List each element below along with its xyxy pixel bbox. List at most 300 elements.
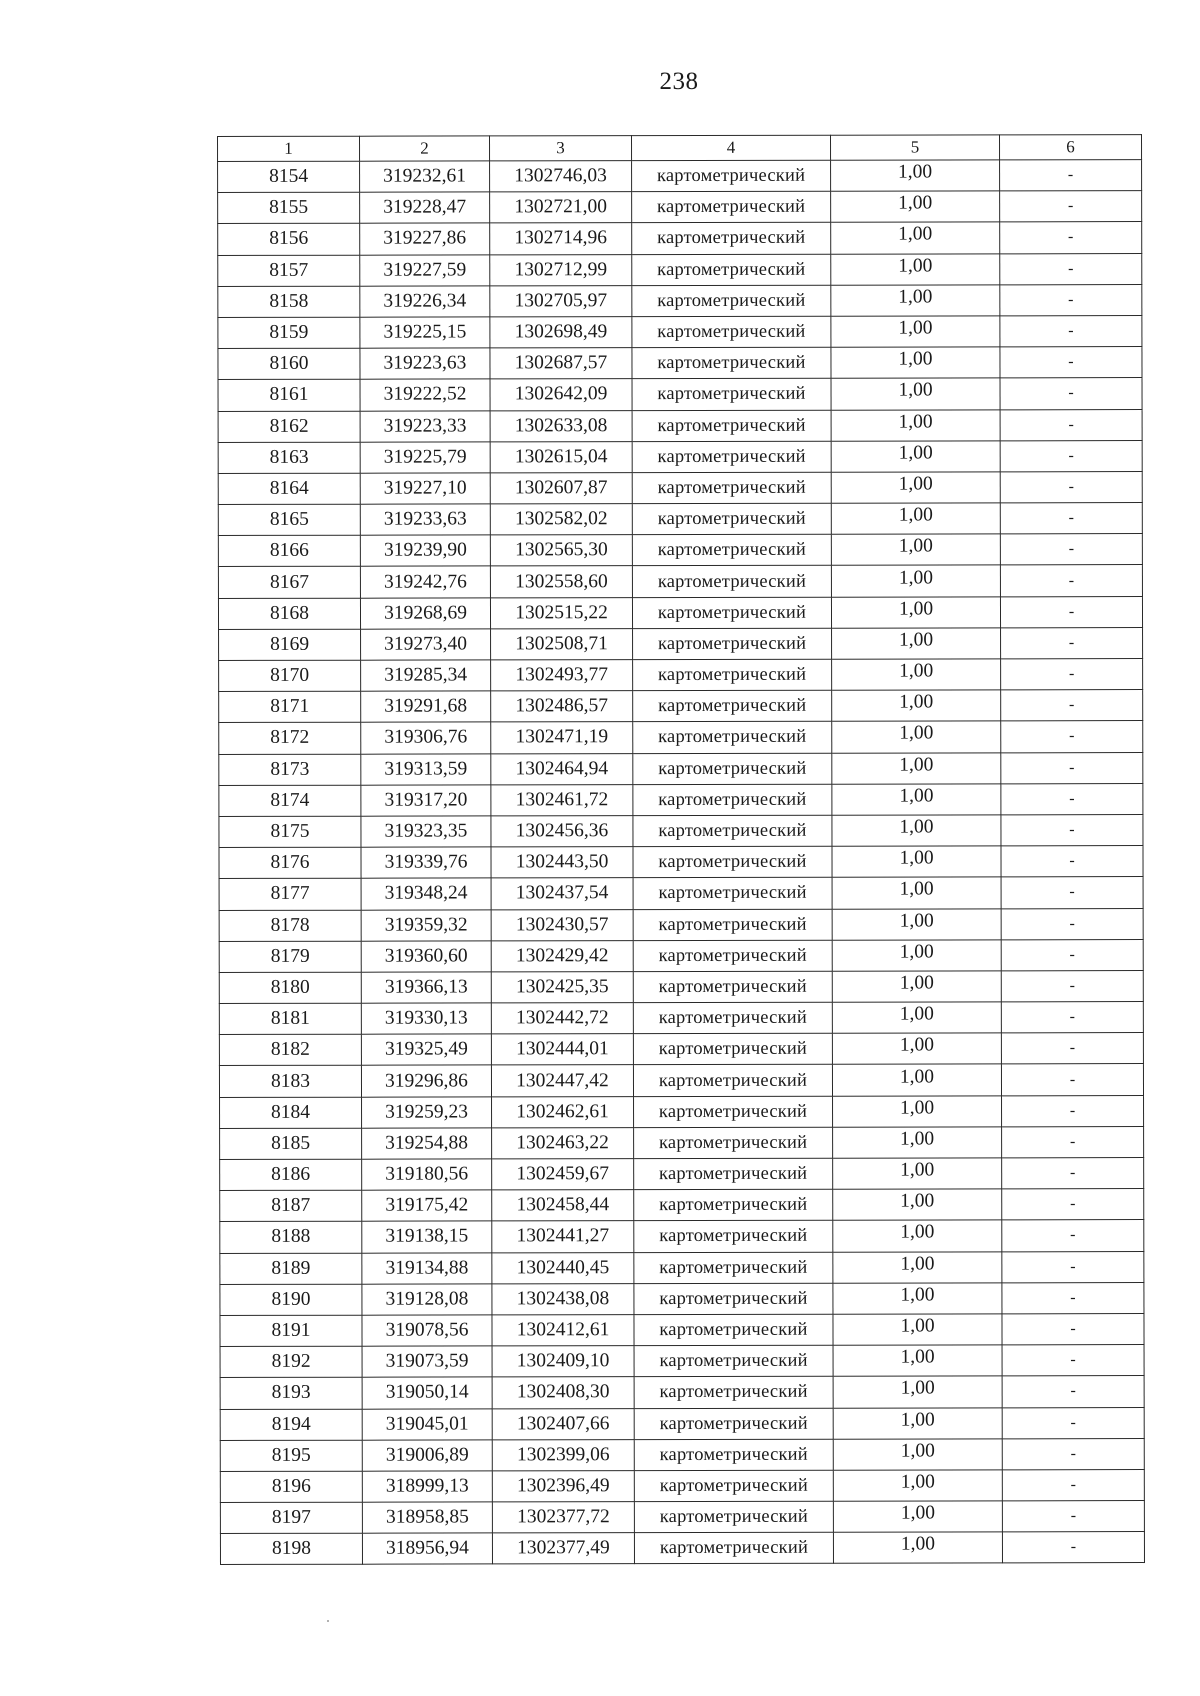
method-cell: картометрический [633, 784, 832, 816]
error-cell: 1,00 [832, 905, 1001, 937]
x-coordinate-cell: 319225,79 [360, 442, 490, 473]
error-cell: 1,00 [831, 593, 1000, 625]
method-cell: картометрический [632, 597, 831, 629]
error-cell: 1,00 [833, 1529, 1002, 1561]
x-coordinate-cell: 319291,68 [361, 691, 491, 722]
x-coordinate-cell: 319226,34 [360, 286, 490, 317]
y-coordinate-cell: 1302377,49 [492, 1533, 634, 1564]
point-number-cell: 8173 [219, 754, 361, 785]
method-cell: картометрический [634, 1158, 833, 1190]
y-coordinate-cell: 1302705,97 [490, 285, 632, 316]
method-cell: картометрический [634, 1283, 833, 1315]
note-cell: - [1001, 1033, 1143, 1064]
note-cell: - [1000, 378, 1142, 409]
y-coordinate-cell: 1302412,61 [492, 1315, 634, 1346]
x-coordinate-cell: 319006,89 [362, 1440, 492, 1471]
note-cell: - [1002, 1469, 1144, 1500]
y-coordinate-cell: 1302687,57 [490, 348, 632, 379]
method-cell: картометрический [632, 534, 831, 566]
y-coordinate-cell: 1302377,72 [492, 1502, 634, 1533]
error-cell: 1,00 [833, 1467, 1002, 1499]
table-header-row [218, 135, 1142, 162]
note-cell: - [1001, 627, 1143, 658]
note-cell: - [1002, 1532, 1144, 1563]
note-cell: - [1002, 1313, 1144, 1344]
note-cell: - [1001, 721, 1143, 752]
method-cell: картометрический [632, 223, 831, 255]
note-cell: - [1000, 222, 1142, 253]
error-cell: 1,00 [832, 687, 1001, 719]
method-cell: картометрический [633, 971, 832, 1003]
method-cell: картометрический [632, 347, 831, 379]
point-number-cell: 8159 [218, 317, 360, 348]
x-coordinate-cell: 319359,32 [361, 909, 491, 940]
x-coordinate-cell: 319228,47 [360, 192, 490, 223]
error-cell: 1,00 [833, 1373, 1002, 1405]
y-coordinate-cell: 1302714,96 [490, 223, 632, 254]
column-header: 3 [490, 136, 632, 161]
error-cell: 1,00 [832, 843, 1001, 875]
error-cell: 1,00 [832, 1030, 1001, 1062]
point-number-cell: 8194 [220, 1409, 362, 1440]
error-cell: 1,00 [832, 1061, 1001, 1093]
error-cell: 1,00 [833, 1498, 1002, 1530]
x-coordinate-cell: 319273,40 [361, 629, 491, 660]
y-coordinate-cell: 1302463,22 [492, 1127, 634, 1158]
method-cell: картометрический [633, 940, 832, 972]
error-cell: 1,00 [831, 500, 1000, 532]
x-coordinate-cell: 319242,76 [360, 566, 490, 597]
table-row [219, 970, 1143, 1003]
y-coordinate-cell: 1302698,49 [490, 317, 632, 348]
y-coordinate-cell: 1302615,04 [490, 441, 632, 472]
method-cell: картометрический [634, 1127, 833, 1159]
point-number-cell: 8174 [219, 785, 361, 816]
point-number-cell: 8181 [219, 1003, 361, 1034]
error-cell: 1,00 [831, 469, 1000, 501]
point-number-cell: 8191 [220, 1315, 362, 1346]
error-cell: 1,00 [831, 282, 1000, 314]
table-row [218, 471, 1142, 504]
note-cell: - [1000, 347, 1142, 378]
point-number-cell: 8188 [220, 1222, 362, 1253]
point-number-cell: 8185 [220, 1128, 362, 1159]
table-row [218, 534, 1142, 567]
point-number-cell: 8193 [220, 1378, 362, 1409]
x-coordinate-cell: 318999,13 [362, 1471, 492, 1502]
method-cell: картометрический [632, 503, 831, 535]
point-number-cell: 8157 [218, 255, 360, 286]
note-cell: - [1000, 253, 1142, 284]
note-cell: - [1001, 1064, 1143, 1095]
method-cell: картометрический [633, 628, 832, 660]
note-cell: - [1001, 690, 1143, 721]
error-cell: 1,00 [832, 781, 1001, 813]
table-body [218, 160, 1145, 1565]
method-cell: картометрический [633, 1002, 832, 1034]
table-row [218, 191, 1142, 224]
note-cell: - [1000, 191, 1142, 222]
method-cell: картометрический [632, 472, 831, 504]
note-cell: - [1001, 877, 1143, 908]
y-coordinate-cell: 1302437,54 [491, 878, 633, 909]
method-cell: картометрический [633, 909, 832, 941]
column-header: 2 [360, 136, 490, 161]
note-cell: - [1002, 1158, 1144, 1189]
point-number-cell: 8176 [219, 847, 361, 878]
y-coordinate-cell: 1302458,44 [492, 1190, 634, 1221]
table-row [218, 440, 1142, 473]
note-cell: - [1001, 970, 1143, 1001]
y-coordinate-cell: 1302429,42 [491, 940, 633, 971]
point-number-cell: 8177 [219, 879, 361, 910]
scan-speck [327, 1620, 329, 1622]
page-number: 238 [659, 68, 699, 95]
note-cell: - [1002, 1189, 1144, 1220]
table-row [218, 160, 1142, 193]
x-coordinate-cell: 319325,49 [361, 1034, 491, 1065]
point-number-cell: 8170 [219, 660, 361, 691]
method-cell: картометрический [632, 441, 831, 473]
note-cell: - [1001, 814, 1143, 845]
table-row [219, 1033, 1143, 1066]
table-row [219, 721, 1143, 754]
table-row [220, 1438, 1144, 1471]
error-cell: 1,00 [831, 438, 1000, 470]
x-coordinate-cell: 319134,88 [362, 1252, 492, 1283]
x-coordinate-cell: 319339,76 [361, 847, 491, 878]
y-coordinate-cell: 1302582,02 [490, 504, 632, 535]
note-cell: - [1000, 409, 1142, 440]
note-cell: - [1000, 316, 1142, 347]
error-cell: 1,00 [833, 1186, 1002, 1218]
table-row [219, 846, 1143, 879]
error-cell: 1,00 [832, 968, 1001, 1000]
y-coordinate-cell: 1302746,03 [490, 161, 632, 192]
method-cell: картометрический [632, 285, 831, 317]
error-cell: 1,00 [831, 344, 1000, 376]
y-coordinate-cell: 1302712,99 [490, 254, 632, 285]
note-cell: - [1002, 1095, 1144, 1126]
point-number-cell: 8154 [218, 161, 360, 192]
error-cell: 1,00 [833, 1248, 1002, 1280]
y-coordinate-cell: 1302471,19 [491, 722, 633, 753]
point-number-cell: 8182 [219, 1034, 361, 1065]
method-cell: картометрический [633, 753, 832, 785]
table-row [220, 1220, 1144, 1253]
table-row [220, 1158, 1144, 1191]
x-coordinate-cell: 319306,76 [361, 722, 491, 753]
table-row [220, 1345, 1144, 1378]
note-cell: - [1002, 1251, 1144, 1282]
error-cell: 1,00 [831, 562, 1000, 594]
y-coordinate-cell: 1302461,72 [491, 784, 633, 815]
point-number-cell: 8166 [218, 535, 360, 566]
error-cell: 1,00 [831, 219, 1000, 251]
table-row [219, 939, 1143, 972]
point-number-cell: 8196 [220, 1471, 362, 1502]
table-row [219, 783, 1143, 816]
x-coordinate-cell: 319175,42 [362, 1190, 492, 1221]
y-coordinate-cell: 1302462,61 [492, 1096, 634, 1127]
table-row [218, 503, 1142, 536]
method-cell: картометрический [632, 410, 831, 442]
point-number-cell: 8167 [218, 567, 360, 598]
table-row [219, 659, 1143, 692]
table-row [218, 253, 1142, 286]
note-cell: - [1001, 939, 1143, 970]
error-cell: 1,00 [832, 625, 1001, 657]
table-row [219, 752, 1143, 785]
table-row [219, 627, 1143, 660]
column-header: 4 [632, 135, 831, 160]
x-coordinate-cell: 319254,88 [362, 1128, 492, 1159]
y-coordinate-cell: 1302443,50 [491, 847, 633, 878]
x-coordinate-cell: 319239,90 [360, 535, 490, 566]
method-cell: картометрический [634, 1377, 833, 1409]
note-cell: - [1002, 1376, 1144, 1407]
error-cell: 1,00 [832, 812, 1001, 844]
point-number-cell: 8195 [220, 1440, 362, 1471]
x-coordinate-cell: 319296,86 [361, 1065, 491, 1096]
table-row [220, 1501, 1144, 1534]
note-cell: - [1000, 440, 1142, 471]
table-row [219, 1002, 1143, 1035]
error-cell: 1,00 [833, 1280, 1002, 1312]
point-number-cell: 8156 [218, 224, 360, 255]
x-coordinate-cell: 319232,61 [360, 161, 490, 192]
note-cell: - [1000, 596, 1142, 627]
method-cell: картометрический [634, 1439, 833, 1471]
point-number-cell: 8179 [219, 941, 361, 972]
table-row [218, 565, 1142, 598]
point-number-cell: 8158 [218, 286, 360, 317]
y-coordinate-cell: 1302508,71 [491, 628, 633, 659]
x-coordinate-cell: 319227,10 [360, 473, 490, 504]
method-cell: картометрический [633, 1033, 832, 1065]
table-row [220, 1251, 1144, 1284]
method-cell: картометрический [633, 846, 832, 878]
point-number-cell: 8189 [220, 1253, 362, 1284]
error-cell: 1,00 [832, 718, 1001, 750]
error-cell: 1,00 [833, 1155, 1002, 1187]
y-coordinate-cell: 1302440,45 [492, 1252, 634, 1283]
method-cell: картометрический [633, 1065, 832, 1097]
table-row [219, 814, 1143, 847]
y-coordinate-cell: 1302721,00 [490, 192, 632, 223]
table-row [220, 1095, 1144, 1128]
method-cell: картометрический [632, 316, 831, 348]
error-cell: 1,00 [833, 1217, 1002, 1249]
x-coordinate-cell: 319348,24 [361, 878, 491, 909]
method-cell: картометрический [633, 815, 832, 847]
method-cell: картометрический [632, 254, 831, 286]
x-coordinate-cell: 319360,60 [361, 941, 491, 972]
point-number-cell: 8198 [220, 1533, 362, 1564]
y-coordinate-cell: 1302396,49 [492, 1471, 634, 1502]
error-cell: 1,00 [833, 1124, 1002, 1156]
x-coordinate-cell: 319223,63 [360, 348, 490, 379]
table-row [218, 596, 1142, 629]
table-row [220, 1407, 1144, 1440]
error-cell: 1,00 [832, 656, 1001, 688]
y-coordinate-cell: 1302447,42 [491, 1065, 633, 1096]
note-cell: - [1001, 783, 1143, 814]
x-coordinate-cell: 318958,85 [362, 1502, 492, 1533]
point-number-cell: 8162 [218, 411, 360, 442]
error-cell: 1,00 [833, 1311, 1002, 1343]
note-cell: - [1001, 752, 1143, 783]
note-cell: - [1002, 1220, 1144, 1251]
method-cell: картометрический [634, 1096, 833, 1128]
error-cell: 1,00 [832, 874, 1001, 906]
x-coordinate-cell: 319233,63 [360, 504, 490, 535]
y-coordinate-cell: 1302459,67 [492, 1159, 634, 1190]
point-number-cell: 8169 [219, 629, 361, 660]
point-number-cell: 8175 [219, 816, 361, 847]
x-coordinate-cell: 319268,69 [360, 598, 490, 629]
x-coordinate-cell: 319078,56 [362, 1315, 492, 1346]
table-row [220, 1469, 1144, 1502]
method-cell: картометрический [634, 1501, 833, 1533]
table-row [219, 877, 1143, 910]
note-cell: - [1002, 1345, 1144, 1376]
point-number-cell: 8160 [218, 348, 360, 379]
x-coordinate-cell: 319225,15 [360, 317, 490, 348]
x-coordinate-cell: 319323,35 [361, 816, 491, 847]
error-cell: 1,00 [832, 937, 1001, 969]
table-row [220, 1313, 1144, 1346]
error-cell: 1,00 [831, 188, 1000, 220]
error-cell: 1,00 [833, 1436, 1002, 1468]
y-coordinate-cell: 1302430,57 [491, 909, 633, 940]
y-coordinate-cell: 1302642,09 [490, 379, 632, 410]
y-coordinate-cell: 1302493,77 [491, 660, 633, 691]
table-row [218, 347, 1142, 380]
table-row [220, 1189, 1144, 1222]
point-number-cell: 8164 [218, 473, 360, 504]
method-cell: картометрический [633, 722, 832, 754]
note-cell: - [1001, 659, 1143, 690]
note-cell: - [1001, 846, 1143, 877]
point-number-cell: 8161 [218, 380, 360, 411]
point-number-cell: 8171 [219, 691, 361, 722]
method-cell: картометрический [634, 1408, 833, 1440]
x-coordinate-cell: 319313,59 [361, 753, 491, 784]
y-coordinate-cell: 1302486,57 [491, 691, 633, 722]
point-number-cell: 8187 [220, 1190, 362, 1221]
method-cell: картометрический [634, 1532, 833, 1564]
point-number-cell: 8155 [218, 192, 360, 223]
note-cell: - [1002, 1438, 1144, 1469]
note-cell: - [1002, 1501, 1144, 1532]
method-cell: картометрический [633, 659, 832, 691]
method-cell: картометрический [634, 1252, 833, 1284]
table-row [218, 284, 1142, 317]
x-coordinate-cell: 319045,01 [362, 1408, 492, 1439]
table-row [219, 1064, 1143, 1097]
note-cell: - [1002, 1282, 1144, 1313]
method-cell: картометрический [632, 379, 831, 411]
point-number-cell: 8180 [219, 972, 361, 1003]
method-cell: картометрический [633, 878, 832, 910]
y-coordinate-cell: 1302464,94 [491, 753, 633, 784]
y-coordinate-cell: 1302408,30 [492, 1377, 634, 1408]
point-number-cell: 8186 [220, 1159, 362, 1190]
y-coordinate-cell: 1302515,22 [490, 597, 632, 628]
method-cell: картометрический [634, 1470, 833, 1502]
x-coordinate-cell: 319050,14 [362, 1377, 492, 1408]
point-number-cell: 8172 [219, 723, 361, 754]
y-coordinate-cell: 1302409,10 [492, 1346, 634, 1377]
note-cell: - [1001, 908, 1143, 939]
y-coordinate-cell: 1302456,36 [491, 816, 633, 847]
point-number-cell: 8190 [220, 1284, 362, 1315]
table-row [219, 690, 1143, 723]
note-cell: - [1000, 503, 1142, 534]
method-cell: картометрический [634, 1221, 833, 1253]
x-coordinate-cell: 319227,59 [360, 254, 490, 285]
point-number-cell: 8183 [219, 1066, 361, 1097]
point-number-cell: 8197 [220, 1502, 362, 1533]
x-coordinate-cell: 319222,52 [360, 379, 490, 410]
column-header: 1 [218, 136, 360, 161]
y-coordinate-cell: 1302442,72 [491, 1003, 633, 1034]
point-number-cell: 8184 [220, 1097, 362, 1128]
error-cell: 1,00 [831, 313, 1000, 345]
table-row [220, 1376, 1144, 1409]
error-cell: 1,00 [833, 1092, 1002, 1124]
error-cell: 1,00 [831, 531, 1000, 563]
note-cell: - [1000, 565, 1142, 596]
table-row [218, 409, 1142, 442]
point-number-cell: 8192 [220, 1346, 362, 1377]
table-row [219, 908, 1143, 941]
point-number-cell: 8178 [219, 910, 361, 941]
error-cell: 1,00 [832, 999, 1001, 1031]
y-coordinate-cell: 1302607,87 [490, 473, 632, 504]
error-cell: 1,00 [833, 1404, 1002, 1436]
y-coordinate-cell: 1302565,30 [490, 535, 632, 566]
x-coordinate-cell: 319366,13 [361, 972, 491, 1003]
x-coordinate-cell: 319073,59 [362, 1346, 492, 1377]
method-cell: картометрический [632, 566, 831, 598]
error-cell: 1,00 [831, 250, 1000, 282]
table-row [218, 316, 1142, 349]
table-row [220, 1532, 1144, 1565]
y-coordinate-cell: 1302441,27 [492, 1221, 634, 1252]
method-cell: картометрический [633, 690, 832, 722]
point-number-cell: 8163 [218, 442, 360, 473]
x-coordinate-cell: 319128,08 [362, 1284, 492, 1315]
table-row [220, 1126, 1144, 1159]
note-cell: - [1001, 1002, 1143, 1033]
y-coordinate-cell: 1302425,35 [491, 972, 633, 1003]
y-coordinate-cell: 1302558,60 [490, 566, 632, 597]
method-cell: картометрический [632, 160, 831, 192]
note-cell: - [1000, 284, 1142, 315]
y-coordinate-cell: 1302407,66 [492, 1408, 634, 1439]
column-header: 5 [830, 135, 999, 160]
method-cell: картометрический [632, 191, 831, 223]
column-header: 6 [999, 135, 1141, 160]
method-cell: картометрический [634, 1189, 833, 1221]
x-coordinate-cell: 319223,33 [360, 410, 490, 441]
point-number-cell: 8168 [218, 598, 360, 629]
note-cell: - [1002, 1126, 1144, 1157]
error-cell: 1,00 [831, 375, 1000, 407]
x-coordinate-cell: 319227,86 [360, 223, 490, 254]
